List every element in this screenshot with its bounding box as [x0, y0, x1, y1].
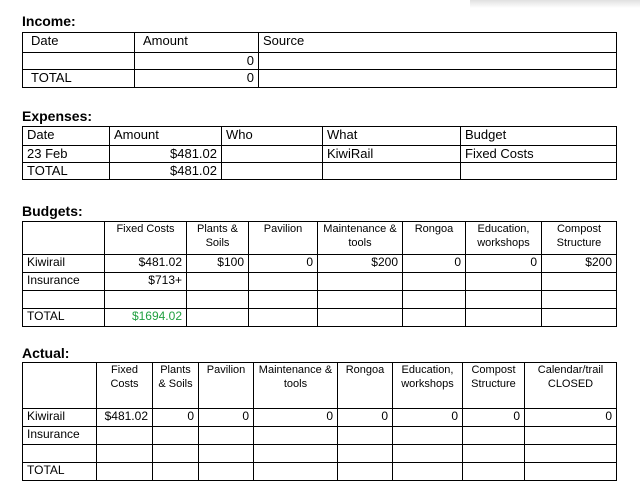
- budgets-row-insurance: [23, 273, 617, 291]
- budgets-cell: $481.02: [105, 255, 187, 273]
- budgets-cell: [249, 309, 318, 327]
- income-total-amount: 0: [135, 70, 259, 88]
- actual-row-label: Kiwirail: [23, 409, 97, 427]
- budgets-cell: $100: [187, 255, 249, 273]
- actual-cell: [254, 445, 338, 463]
- actual-cell: [393, 463, 463, 481]
- actual-row-insurance: [23, 427, 617, 445]
- budgets-cell: 0: [466, 255, 542, 273]
- budgets-cell: $200: [318, 255, 403, 273]
- actual-cell: [153, 427, 199, 445]
- actual-header-plants-soils: Plants & Soils: [153, 363, 199, 409]
- actual-cell: [199, 463, 254, 481]
- expenses-row: [23, 146, 617, 163]
- actual-heading: Actual:: [22, 345, 70, 361]
- budgets-cell: [249, 291, 318, 309]
- expenses-header-budget: Budget: [461, 127, 617, 146]
- income-header-row: [23, 33, 617, 53]
- budgets-row-label: Kiwirail: [23, 255, 105, 273]
- actual-cell: [463, 463, 525, 481]
- budgets-cell: [466, 309, 542, 327]
- expenses-cell-budget: Fixed Costs: [461, 146, 617, 163]
- expenses-table: [22, 126, 617, 180]
- expenses-heading: Expenses:: [22, 108, 93, 124]
- actual-cell: [97, 427, 153, 445]
- budgets-cell: [466, 291, 542, 309]
- budgets-total-label: TOTAL: [23, 309, 105, 327]
- income-total-source: [259, 70, 617, 88]
- income-cell-source: [259, 53, 617, 70]
- actual-cell: 0: [525, 409, 617, 427]
- actual-cell: [338, 427, 393, 445]
- budgets-total-fixed-costs: $1694.02: [105, 309, 187, 327]
- actual-cell: [254, 427, 338, 445]
- actual-header-row: [23, 363, 617, 409]
- actual-cell: [393, 445, 463, 463]
- actual-cell: [525, 445, 617, 463]
- budgets-cell: [542, 309, 617, 327]
- income-total-row: [23, 70, 617, 88]
- budgets-header-rongoa: Rongoa: [403, 222, 466, 255]
- actual-cell: 0: [393, 409, 463, 427]
- budgets-cell: [187, 273, 249, 291]
- actual-row-kiwirail: [23, 409, 617, 427]
- budgets-cell: [249, 273, 318, 291]
- actual-cell: [338, 445, 393, 463]
- budgets-header-education: Education, workshops: [466, 222, 542, 255]
- income-cell-amount: 0: [135, 53, 259, 70]
- actual-row-label: Insurance: [23, 427, 97, 445]
- expenses-cell-what: KiwiRail: [323, 146, 461, 163]
- expenses-total-who: [222, 163, 323, 180]
- actual-cell: $481.02: [97, 409, 153, 427]
- budgets-cell: [466, 273, 542, 291]
- budgets-header-fixed-costs: Fixed Costs: [105, 222, 187, 255]
- budgets-cell: [187, 309, 249, 327]
- expenses-header-row: [23, 127, 617, 146]
- expenses-total-budget: [461, 163, 617, 180]
- actual-cell: 0: [199, 409, 254, 427]
- budgets-cell: [318, 291, 403, 309]
- actual-cell: [199, 445, 254, 463]
- budgets-row-label: Insurance: [23, 273, 105, 291]
- expenses-header-what: What: [323, 127, 461, 146]
- budgets-cell: [403, 309, 466, 327]
- actual-total-row: [23, 463, 617, 481]
- window-shadow: [470, 0, 640, 8]
- actual-header-compost: Compost Structure: [463, 363, 525, 409]
- actual-cell: [338, 463, 393, 481]
- actual-cell: [463, 445, 525, 463]
- budgets-cell: [105, 291, 187, 309]
- actual-header-rongoa: Rongoa: [338, 363, 393, 409]
- actual-cell: [23, 445, 97, 463]
- income-row: [23, 53, 617, 70]
- actual-cell: [525, 427, 617, 445]
- actual-header-maintenance: Maintenance & tools: [254, 363, 338, 409]
- actual-cell: [393, 427, 463, 445]
- actual-header-calendar-trail: Calendar/trail CLOSED: [525, 363, 617, 409]
- expenses-cell-date: 23 Feb: [23, 146, 110, 163]
- budgets-header-row: [23, 222, 617, 255]
- actual-cell: [153, 463, 199, 481]
- budgets-cell: [403, 291, 466, 309]
- budgets-cell: [187, 291, 249, 309]
- budgets-header-plants-soils: Plants & Soils: [187, 222, 249, 255]
- actual-table: [22, 362, 617, 481]
- budgets-row-blank: [23, 291, 617, 309]
- expenses-total-amount: $481.02: [110, 163, 222, 180]
- actual-row-blank: [23, 445, 617, 463]
- expenses-total-row: [23, 163, 617, 180]
- budgets-table: [22, 221, 617, 327]
- expenses-total-what: [323, 163, 461, 180]
- actual-cell: [463, 427, 525, 445]
- budgets-cell: $713+: [105, 273, 187, 291]
- expenses-cell-who: [222, 146, 323, 163]
- budgets-cell: [403, 273, 466, 291]
- budgets-cell: 0: [249, 255, 318, 273]
- budgets-cell: [23, 291, 105, 309]
- income-header-date: Date: [23, 33, 135, 53]
- expenses-header-who: Who: [222, 127, 323, 146]
- income-table: [22, 32, 617, 88]
- budgets-header-blank: [23, 222, 105, 255]
- expenses-total-label: TOTAL: [23, 163, 110, 180]
- income-header-amount: Amount: [135, 33, 259, 53]
- income-cell-date: [23, 53, 135, 70]
- expenses-header-date: Date: [23, 127, 110, 146]
- budgets-cell: [542, 291, 617, 309]
- budgets-cell: $200: [542, 255, 617, 273]
- actual-total-label: TOTAL: [23, 463, 97, 481]
- budgets-cell: [318, 273, 403, 291]
- actual-cell: [525, 463, 617, 481]
- actual-cell: 0: [463, 409, 525, 427]
- actual-header-education: Education, workshops: [393, 363, 463, 409]
- actual-cell: 0: [338, 409, 393, 427]
- expenses-header-amount: Amount: [110, 127, 222, 146]
- actual-cell: [97, 463, 153, 481]
- actual-cell: 0: [153, 409, 199, 427]
- actual-cell: 0: [254, 409, 338, 427]
- budgets-row-kiwirail: [23, 255, 617, 273]
- expenses-cell-amount: $481.02: [110, 146, 222, 163]
- actual-cell: [199, 427, 254, 445]
- budgets-header-pavilion: Pavilion: [249, 222, 318, 255]
- actual-cell: [254, 463, 338, 481]
- budgets-cell: [318, 309, 403, 327]
- actual-header-blank: [23, 363, 97, 409]
- actual-header-fixed-costs: Fixed Costs: [97, 363, 153, 409]
- income-total-label: TOTAL: [23, 70, 135, 88]
- budgets-heading: Budgets:: [22, 203, 83, 219]
- budgets-header-compost: Compost Structure: [542, 222, 617, 255]
- actual-cell: [153, 445, 199, 463]
- actual-cell: [97, 445, 153, 463]
- actual-header-pavilion: Pavilion: [199, 363, 254, 409]
- budgets-cell: [542, 273, 617, 291]
- income-heading: Income:: [22, 13, 76, 29]
- budgets-header-maintenance: Maintenance & tools: [318, 222, 403, 255]
- income-header-source: Source: [259, 33, 617, 53]
- budgets-total-row: [23, 309, 617, 327]
- budgets-cell: 0: [403, 255, 466, 273]
